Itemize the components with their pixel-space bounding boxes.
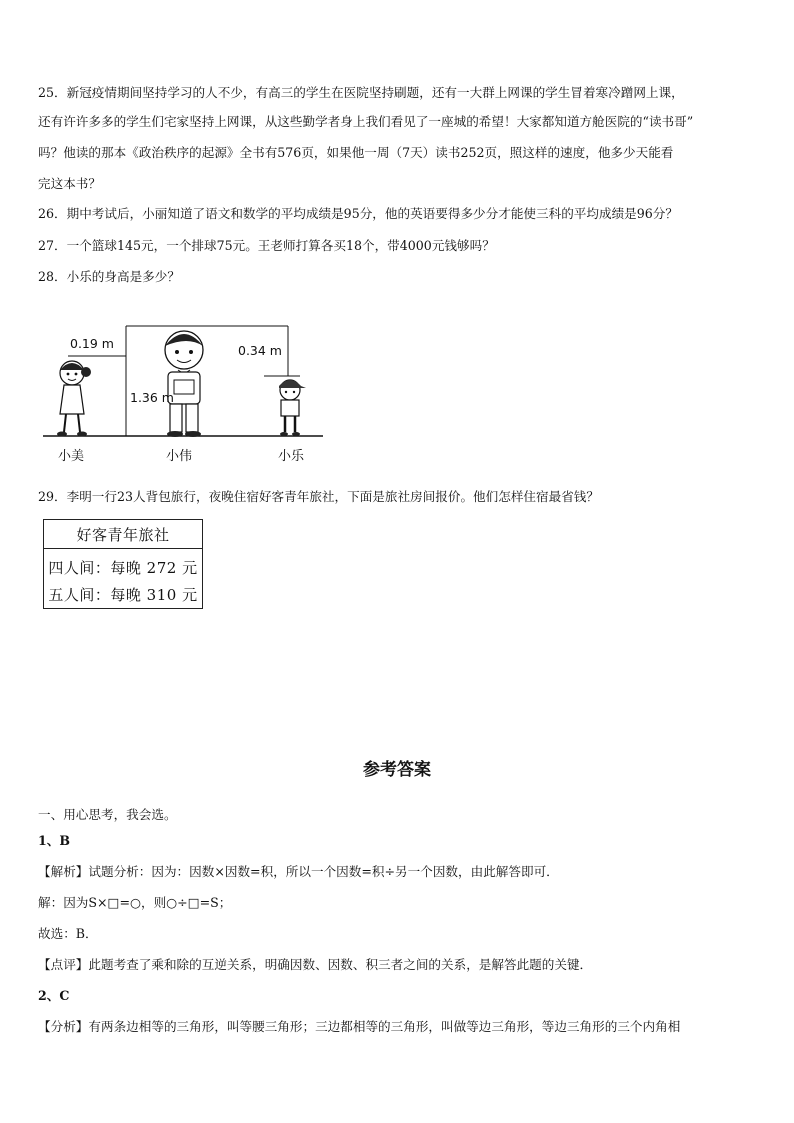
label-middle: 1.36 m [130, 390, 174, 405]
name-xiaole: 小乐 [278, 449, 305, 464]
answer-2-analysis: 【分析】有两条边相等的三角形，叫等腰三角形；三边都相等的三角形，叫做等边三角形，等边三角形的三个内角相 [38, 1019, 681, 1034]
price-table-row-4person: 四人间：每晚 272 元 [48, 559, 198, 577]
answer-2: 2、C [38, 988, 70, 1003]
girl-figure [57, 361, 91, 437]
question-25-line-2: 还有许许多多的学生们宅家坚持上网课，从这些勤学者身上我们看见了一座城的希望！大家都知道方舱医院的“读书哥” [38, 114, 694, 129]
question-25-line-1: 25．新冠疫情期间坚持学习的人不少，有高三的学生在医院坚持刷题，还有一大群上网课的学生冒着寒冷蹭网上课， [38, 85, 684, 100]
answers-title: 参考答案 [363, 760, 431, 780]
answer-1-analysis: 【解析】试题分析：因为：因数×因数=积，所以一个因数=积÷另一个因数，由此解答即可． [38, 864, 559, 879]
heights-figure [38, 318, 328, 468]
question-28: 28．小乐的身高是多少？ [38, 269, 180, 284]
name-xiaowei: 小伟 [166, 449, 193, 464]
small-boy-figure [279, 380, 306, 436]
name-xiaomei: 小美 [58, 449, 85, 464]
price-table-row-5person: 五人间：每晚 310 元 [48, 586, 198, 604]
price-table [43, 519, 203, 609]
question-26: 26．期中考试后，小丽知道了语文和数学的平均成绩是95分，他的英语要得多少分才能使三科的平均成绩是96分？ [38, 206, 678, 221]
answer-1: 1、B [38, 833, 71, 848]
price-table-title: 好客青年旅社 [76, 526, 170, 544]
question-29: 29．李明一行23人背包旅行，夜晚住宿好客青年旅社，下面是旅社房间报价。他们怎样住宿最省钱？ [38, 489, 599, 504]
price-table-divider [44, 548, 202, 549]
answer-1-solution: 解：因为S×□=○，则○÷□=S； [38, 895, 232, 910]
label-right: 0.34 m [238, 343, 282, 358]
answer-1-comment: 【点评】此题考查了乘和除的互逆关系，明确因数、因数、积三者之间的关系，是解答此题的关键． [38, 957, 593, 972]
label-top-left: 0.19 m [70, 336, 114, 351]
tall-boy-figure [165, 331, 203, 437]
answer-1-choice: 故选：B． [38, 926, 98, 941]
answer-section-1: 一、用心思考，我会选。 [38, 807, 177, 822]
question-25-line-4: 完这本书？ [38, 176, 101, 191]
question-25-line-3: 吗？他读的那本《政治秩序的起源》全书有576页，如果他一周（7天）读书252页，照这样的速度，他多少天能看 [38, 145, 674, 160]
question-27: 27．一个篮球145元，一个排球75元。王老师打算各买18个，带4000元钱够吗？ [38, 238, 495, 253]
